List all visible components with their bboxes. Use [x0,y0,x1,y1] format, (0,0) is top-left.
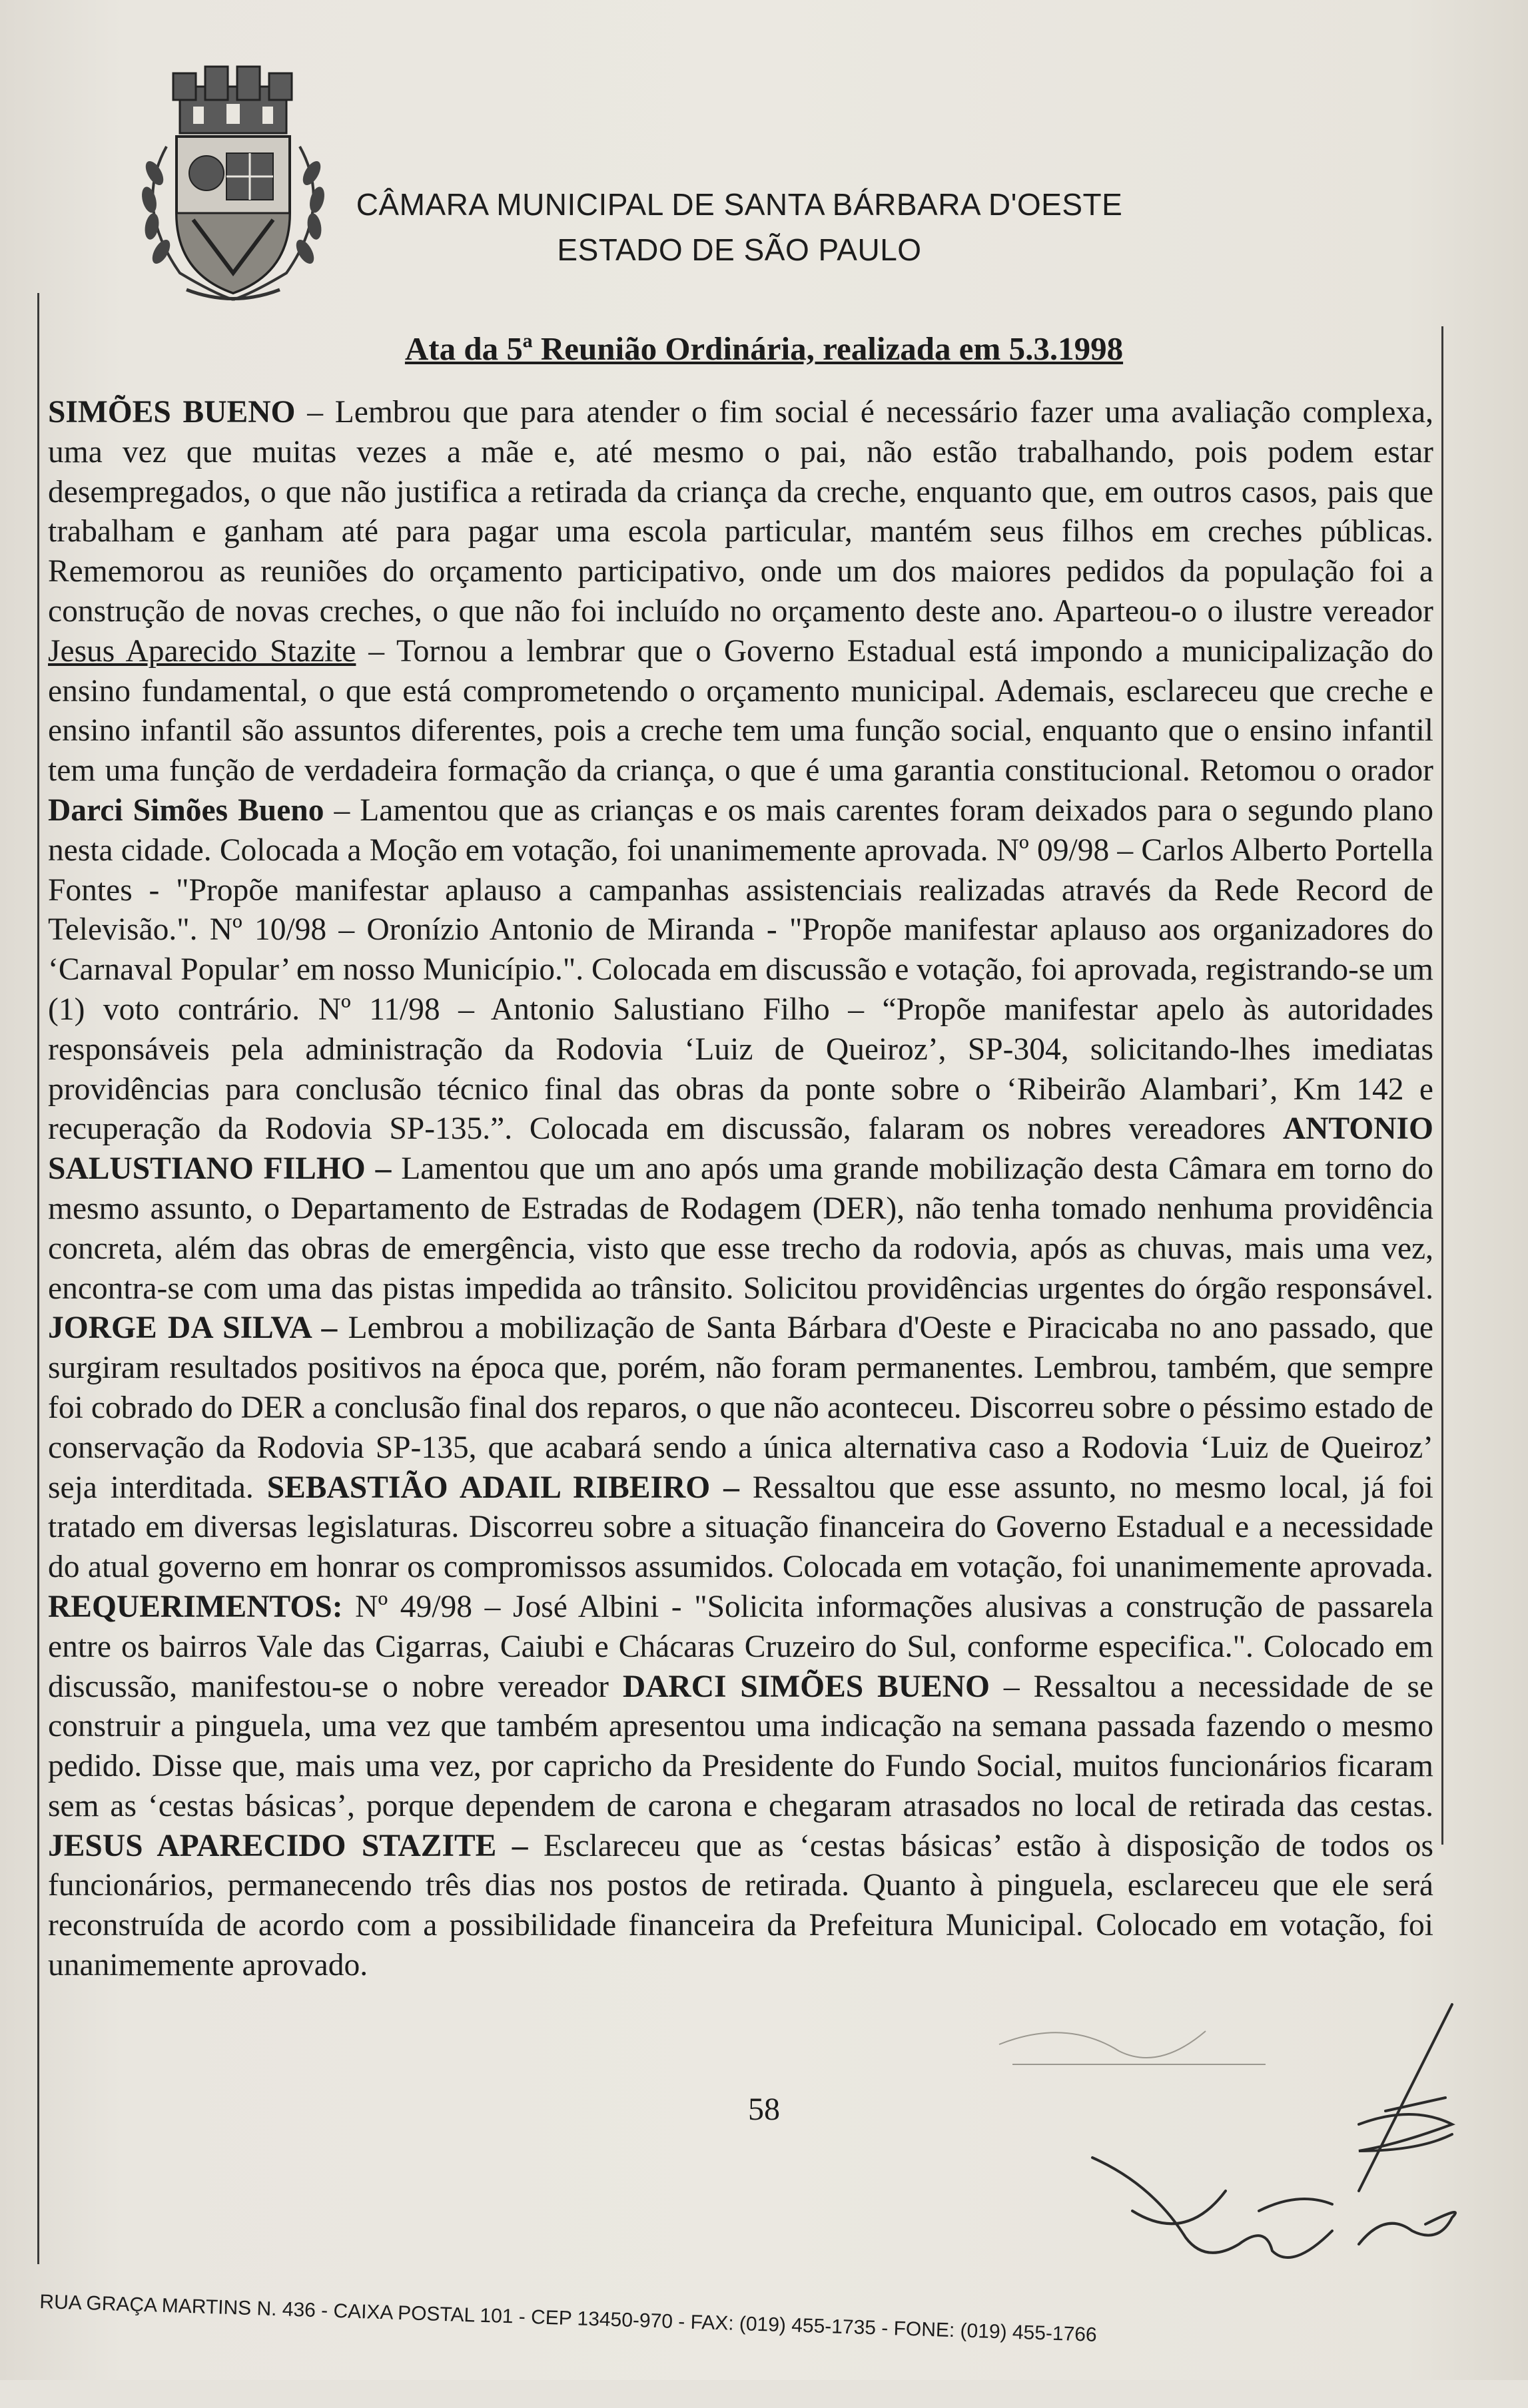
speaker-name: SEBASTIÃO ADAIL RIBEIRO – [266,1470,739,1505]
right-margin-rule [1441,326,1443,1845]
speaker-name: Darci Simões Bueno [48,792,324,828]
state-name: ESTADO DE SÃO PAULO [557,232,922,267]
body-text-segment: Ressaltou que esse assunto, no mesmo local, já foi tratado em diversas legislaturas. Discorreu sobre a situação financeira do Governo Estadual e a necessidade do atual governo em honrar os compromissos assumidos. Colocada em votação, foi unanimemente aprovada. [48,1470,1433,1585]
letterhead [346,186,1132,268]
body-text-segment: – Tornou a lembrar que o Governo Estadual está impondo a municipalização do ensino fundamental, o que está comprometendo o orçamento municipal. Ademais, esclareceu que creche e ensino infantil são assuntos diferentes, pois a creche tem uma função social, enquanto que o ensino infantil tem uma função de verdadeira formação da criança, o que é uma garantia constitucional. Retomou o orador [48,633,1433,788]
speaker-name: SIMÕES BUENO [48,395,296,430]
institution-name: CÂMARA MUNICIPAL DE SANTA BÁRBARA D'OESTE [356,187,1123,222]
section-heading: REQUERIMENTOS: [48,1589,343,1624]
address-footer: RUA GRAÇA MARTINS N. 436 - CAIXA POSTAL 101 - CEP 13450-970 - FAX: (019) 455-1735 - FONE: (019) 455-1766 [39,2291,1098,2346]
body-text-segment: – Lamentou que as crianças e os mais carentes foram deixados para o segundo plano nesta cidade. Colocada a Moção em votação, foi unanimemente aprovada. Nº 09/98 – Carlos Alberto Portella Fontes - "Propõe manifestar aplauso a campanhas assistenciais realizadas através da Rede Record de Televisão.". Nº 10/98 – Oronízio Antonio de Miranda - "Propõe manifestar aplauso aos organizadores do ‘Carnaval Popular’ em nosso Município.". Colocada em discussão e votação, foi aprovada, registrando-se um (1) voto contrário. Nº 11/98 – Antonio Salustiano Filho – “Propõe manifestar apelo às autoridades responsáveis pela administração da Rodovia ‘Luiz de Queiroz’, SP-304, solicitando-lhes imediatas providências para conclusão técnico final das obras da ponte sobre o ‘Ribeirão Alambari’, Km 142 e recuperação da Rodovia SP-135.”. Colocada em discussão, falaram os nobres vereadores [48,792,1433,1147]
body-text-segment: Lembrou a mobilização de Santa Bárbara d'Oeste e Piracicaba no ano passado, que surgiram resultados positivos na época que, porém, não foram permanentes. Lembrou, também, que sempre foi cobrado do DER a conclusão final dos reparos, o que não aconteceu. Discorreu sobre o péssimo estado de conservação da Rodovia SP-135, que acabará sendo a única alternativa caso a Rodovia ‘Luiz de Queiroz’ seja interditada. [48,1311,1433,1505]
page-number: 58 [748,2092,780,2127]
speaker-name: ANTONIO SALUSTIANO FILHO – [48,1111,1433,1187]
handwritten-signatures [986,1991,1492,2297]
speaker-name: DARCI SIMÕES BUENO [622,1669,990,1704]
body-text-segment: Lamentou que um ano após uma grande mobilização desta Câmara em torno do mesmo assunto, o Departamento de Estradas de Rodagem (DER), não tenha tomado nenhuma providência concreta, além das obras de emergência, visto que esse trecho da rodovia, após as chuvas, mais uma vez, encontra-se com uma das pistas impedida ao trânsito. Solicitou providências urgentes do órgão responsável. [48,1151,1433,1306]
councillor-name-underlined: Jesus Aparecido Stazite [48,633,356,669]
left-margin-rule [37,293,39,2264]
speaker-name: JORGE DA SILVA – [48,1311,338,1346]
minutes-title: Ata da 5ª Reunião Ordinária, realizada em 5.3.1998 [404,330,1124,367]
body-text-segment: Esclareceu que as ‘cestas básicas’ estão à disposição de todos os funcionários, permanecendo três dias nos postos de retirada. Quanto à pinguela, esclareceu que ele será reconstruída de acordo com a possibilidade financeira da Prefeitura Municipal. Colocado em votação, foi unanimemente aprovado. [48,1828,1434,1983]
body-text-segment: – Ressaltou a necessidade de se construir a pinguela, uma vez que também apresentou uma indicação na semana passada fazendo o mesmo pedido. Disse que, mais uma vez, por capricho da Presidente do Fundo Social, muitos funcionários ficaram sem as ‘cestas básicas’, porque dependem de carona e chegaram atrasados no local de retirada das cestas. [48,1669,1433,1823]
body-text-segment: Nº 49/98 – José Albini - "Solicita informações alusivas a construção de passarela entre os bairros Vale das Cigarras, Caiubi e Chácaras Cruzeiro do Sul, conforme especifica.". Colocado em discussão, manifestou-se o nobre vereador [48,1589,1433,1704]
municipal-coat-of-arms-icon [120,60,346,313]
minutes-body [48,393,1433,1986]
body-text-segment: – Lembrou que para atender o fim social é necessário fazer uma avaliação complexa, uma vez que muitas vezes a mãe e, até mesmo o pai, não estão trabalhando, pois podem estar desempregados, o que não justifica a retirada da criança da creche, enquanto que, em outros casos, pais que trabalham e ganham até para pagar uma escola particular, mantém seus filhos em creches públicas. Rememorou as reuniões do orçamento participativo, onde um dos maiores pedidos da população foi a construção de novas creches, o que não foi incluído no orçamento deste ano. Aparteou-o o ilustre vereador [48,395,1433,629]
speaker-name: JESUS APARECIDO STAZITE – [48,1828,528,1863]
